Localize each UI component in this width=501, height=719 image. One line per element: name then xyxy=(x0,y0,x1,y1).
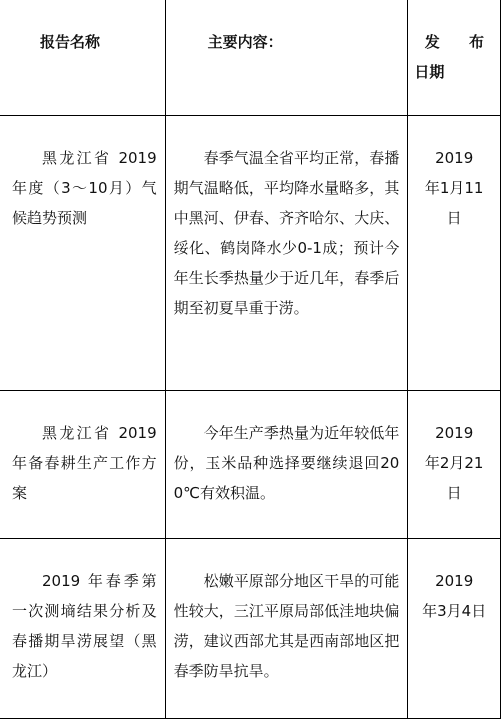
report-date-cell xyxy=(408,538,501,718)
report-date-cell xyxy=(408,115,501,391)
header-report-name: 报告名称 xyxy=(0,0,165,115)
report-date-year: 2019 xyxy=(435,571,474,590)
report-content-cell: 松嫩平原部分地区干旱的可能性较大，三江平原局部低洼地块偏涝，建议西部尤其是西南部地区把春季防旱抗旱。 xyxy=(165,538,408,718)
report-date-month-day: 年1月11日 xyxy=(424,178,484,227)
header-release-date-line1: 发 布 xyxy=(424,33,496,51)
report-name-cell: 黑龙江省 2019 年备春耕生产工作方案 xyxy=(0,391,165,538)
header-main-content: 主要内容： xyxy=(165,0,408,115)
report-date-year: 2019 xyxy=(435,148,474,167)
table-header-row xyxy=(0,0,501,115)
report-content-cell: 今年生产季热量为近年较低年份，玉米品种选择要继续退回200℃有效积温。 xyxy=(165,391,408,538)
table-row xyxy=(0,391,501,538)
report-content-cell: 春季气温全省平均正常，春播期气温略低，平均降水量略多，其中黑河、伊春、齐齐哈尔、大庆、绥化、鹤岗降水少0-1成；预计今年生长季热量少于近几年，春季后期至初夏旱重于涝。 xyxy=(165,115,408,391)
report-name-cell: 2019 年春季第一次测墒结果分析及春播期旱涝展望（黑龙江） xyxy=(0,538,165,718)
report-date-month-day: 年2月21日 xyxy=(424,454,484,503)
report-name-cell: 黑龙江省 2019 年度（3～10月）气候趋势预测 xyxy=(0,115,165,391)
table-row xyxy=(0,115,501,391)
report-date-month-day: 年3月4日 xyxy=(422,601,487,620)
header-release-date-line2: 日期 xyxy=(414,63,445,81)
report-date-year: 2019 xyxy=(435,424,474,443)
header-release-date xyxy=(408,0,501,115)
table-row xyxy=(0,538,501,718)
report-date-cell xyxy=(408,391,501,538)
